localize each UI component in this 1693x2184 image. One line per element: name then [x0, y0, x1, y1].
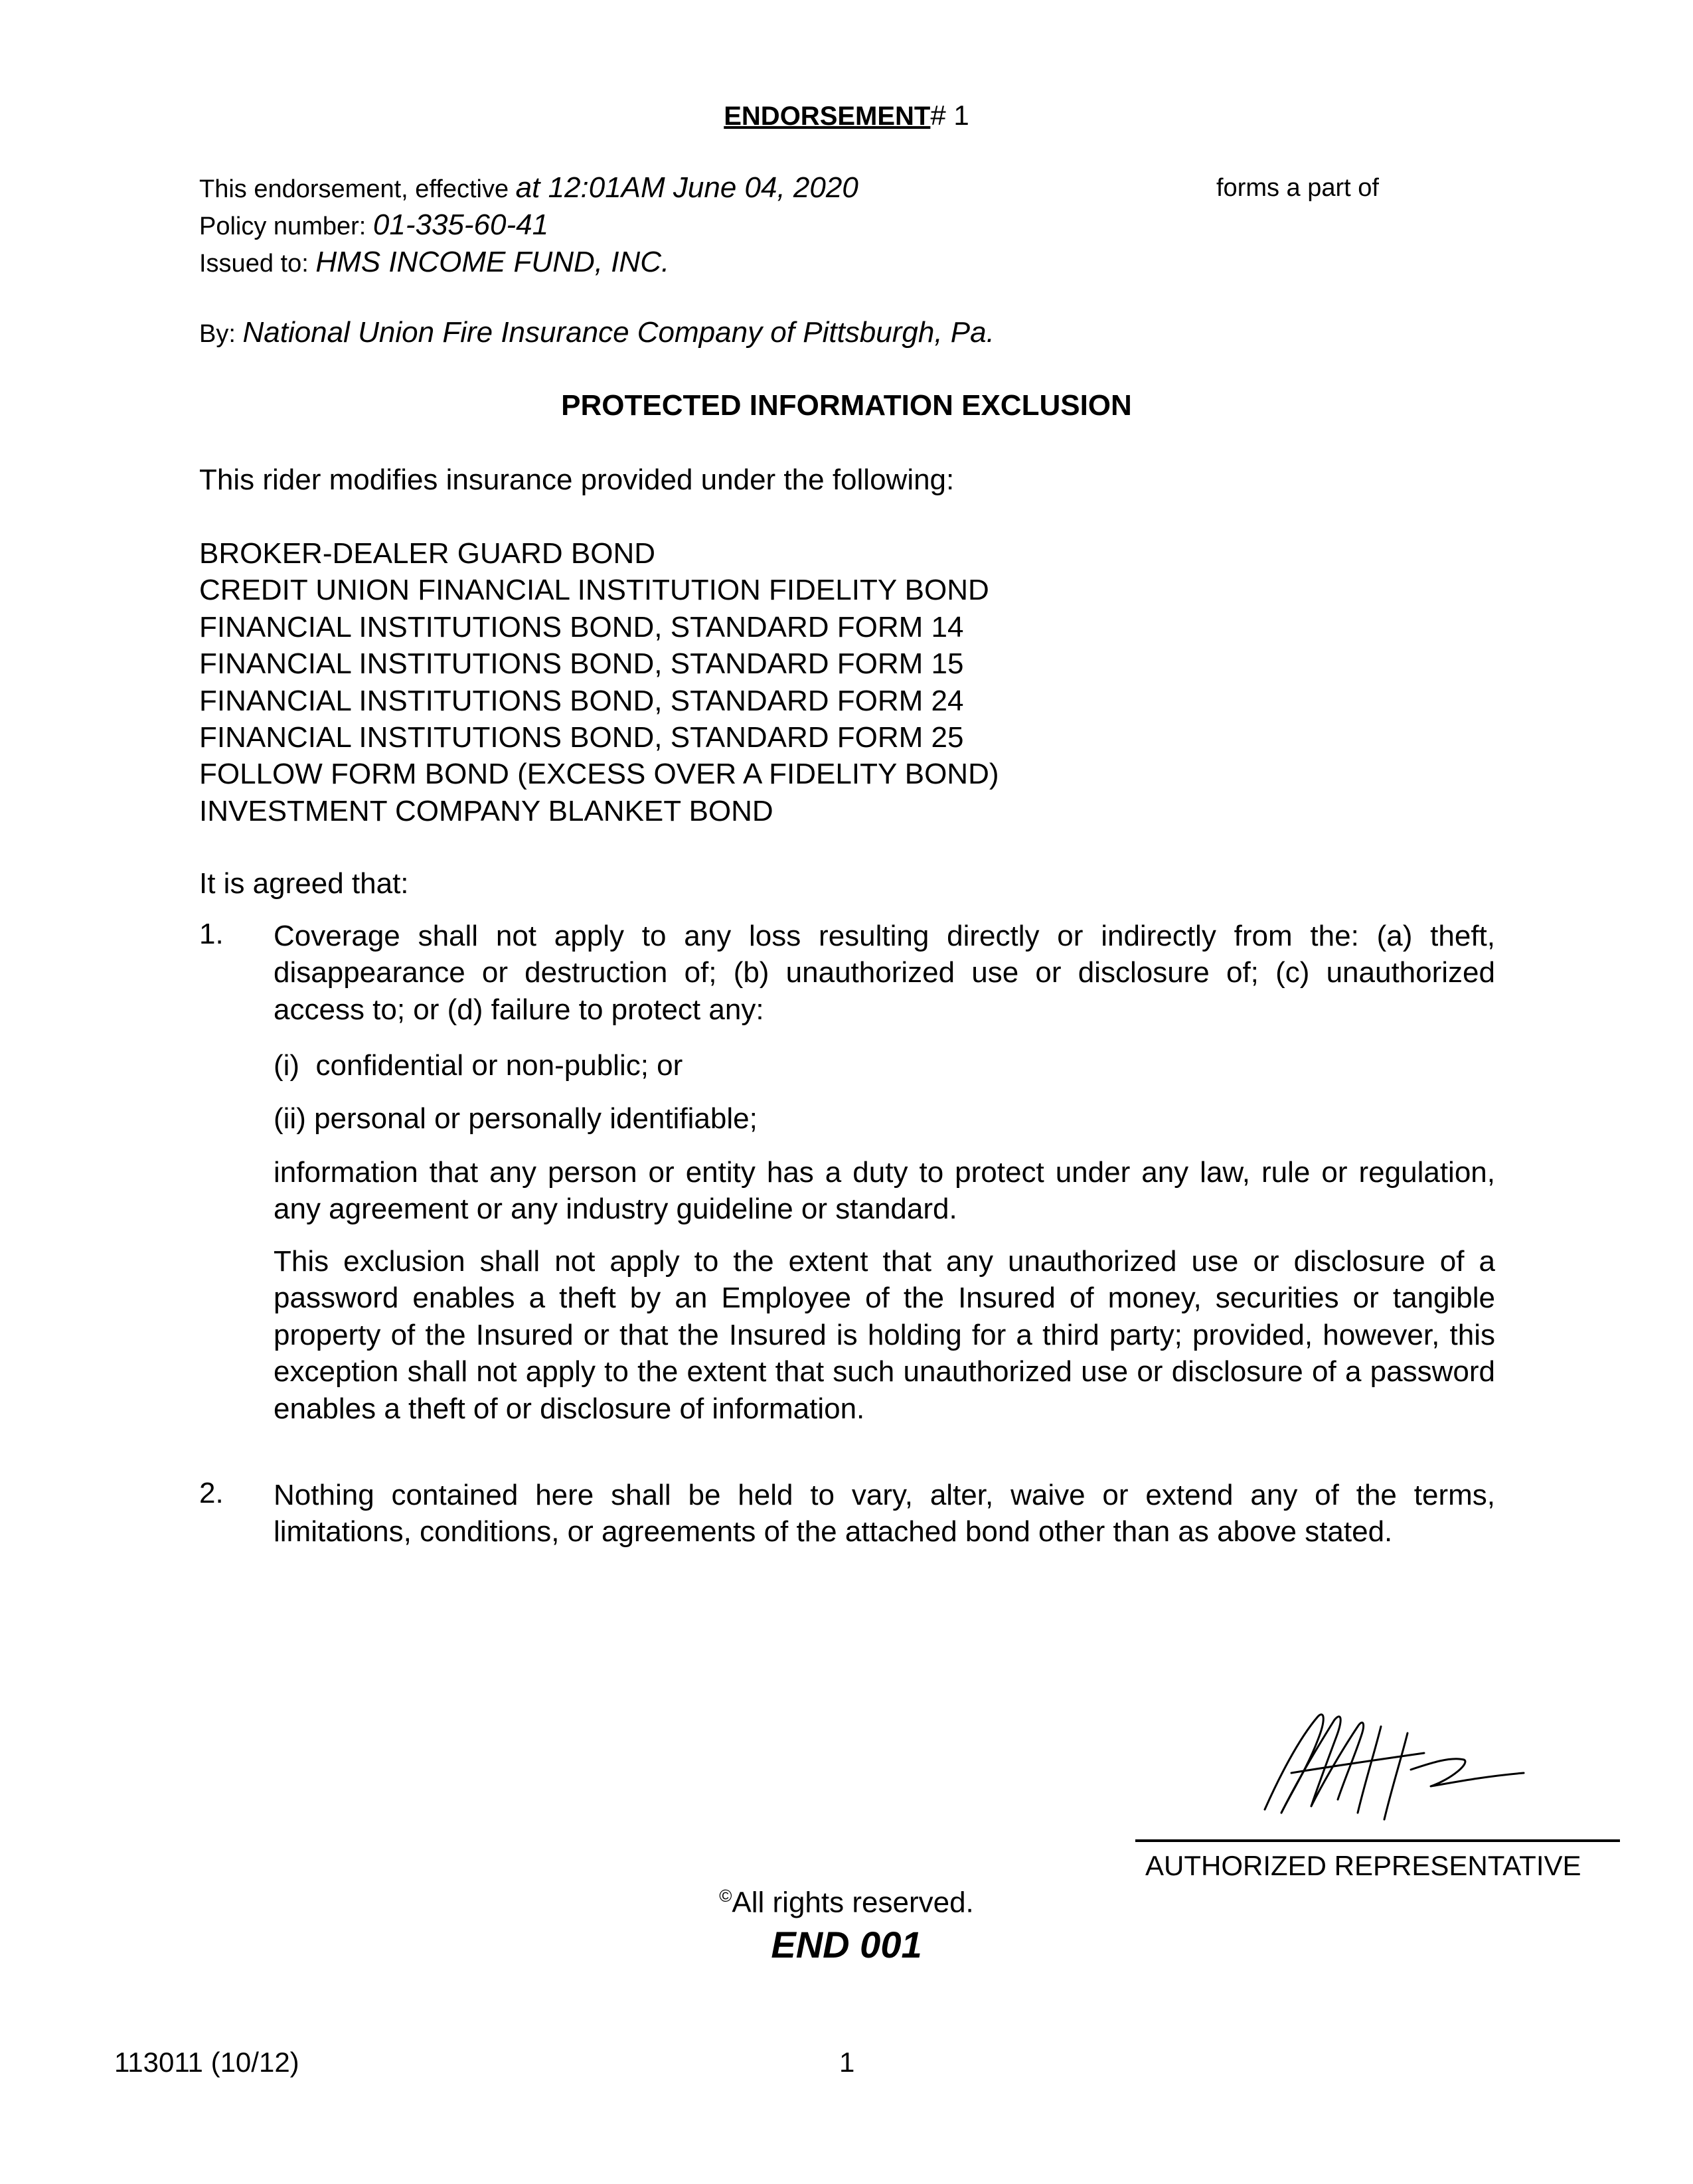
- clause-1-sub-item-i: (i) confidential or non-public; or: [274, 1049, 683, 1082]
- clause-1-sub-item-ii: (ii) personal or personally identifiable;: [274, 1102, 758, 1135]
- rights-reserved: [0, 1886, 1693, 1920]
- insurer-label: By:: [199, 320, 243, 348]
- clause-2-number: 2.: [199, 1477, 224, 1509]
- copyright-symbol: ©: [719, 1886, 732, 1906]
- bond-list-item: BROKER-DEALER GUARD BOND: [199, 537, 656, 570]
- clause-1-info-text: information that any person or entity has a duty to protect under any law, rule or regulation, any agreement or any industry guideline or standard.: [274, 1156, 1495, 1226]
- signature-image: [1251, 1700, 1530, 1833]
- insurer-line: [199, 316, 995, 349]
- bond-list-item: FOLLOW FORM BOND (EXCESS OVER A FIDELITY BOND): [199, 758, 999, 791]
- bond-list-item: FINANCIAL INSTITUTIONS BOND, STANDARD FORM 15: [199, 647, 964, 681]
- issued-to-label: Issued to:: [199, 250, 316, 278]
- clause-1-exception-text: This exclusion shall not apply to the extent that any unauthorized use or disclosure of a password enables a theft by an Employee of the Insured of money, securities or tangible property of the Insured or that the Insured is holding for a third party; provided, however, this exception shall not apply to the extent that such unauthorized use or disclosure of a password enables a theft of or disclosure of information.: [274, 1245, 1495, 1425]
- bond-list-item: FINANCIAL INSTITUTIONS BOND, STANDARD FORM 14: [199, 610, 964, 643]
- endorsement-heading: [0, 100, 1693, 131]
- policy-number-line: [199, 209, 548, 242]
- effective-line: [199, 171, 858, 205]
- endorsement-number: # 1: [930, 100, 969, 131]
- form-code: END 001: [771, 1924, 922, 1966]
- rider-intro: This rider modifies insurance provided under the following:: [199, 463, 955, 496]
- insurer-value: National Union Fire Insurance Company of Pittsburgh, Pa.: [242, 316, 995, 349]
- issued-to-line: [199, 246, 669, 279]
- agreed-intro: It is agreed that:: [199, 867, 409, 900]
- clause-1-number: 1.: [199, 918, 224, 950]
- effective-label: This endorsement, effective: [199, 175, 516, 203]
- bond-list-item: CREDIT UNION FINANCIAL INSTITUTION FIDELITY BOND: [199, 574, 989, 607]
- bond-list-item: FINANCIAL INSTITUTIONS BOND, STANDARD FORM 24: [199, 684, 964, 717]
- form-number: 113011 (10/12): [114, 2047, 299, 2078]
- rights-reserved-text: All rights reserved.: [732, 1886, 974, 1919]
- endorsement-label: ENDORSEMENT: [724, 102, 931, 131]
- issued-to-value: HMS INCOME FUND, INC.: [315, 246, 670, 278]
- clause-1-text: Coverage shall not apply to any loss resulting directly or indirectly from the: (a) theft, disappearance or destruction of; (b) unauthorized use or disclosure of; (c) unauthorized access to; or (d) failure to protect any:: [274, 920, 1495, 1026]
- clause-2-text: Nothing contained here shall be held to vary, alter, waive or extend any of the terms, limitations, conditions, or agreements of the attached bond other than as above stated.: [274, 1479, 1495, 1549]
- bond-list: [199, 535, 999, 829]
- exclusion-title: PROTECTED INFORMATION EXCLUSION: [561, 389, 1132, 422]
- bond-list-item: INVESTMENT COMPANY BLANKET BOND: [199, 794, 773, 827]
- signature-line: [1135, 1839, 1620, 1842]
- forms-part-of-label: forms a part of: [1216, 174, 1379, 202]
- authorized-representative-label: AUTHORIZED REPRESENTATIVE: [1145, 1850, 1581, 1881]
- bond-list-item: FINANCIAL INSTITUTIONS BOND, STANDARD FORM 25: [199, 721, 964, 754]
- policy-number-value: 01-335-60-41: [372, 209, 549, 241]
- effective-value: at 12:01AM June 04, 2020: [515, 171, 858, 204]
- page-number: 1: [839, 2047, 855, 2078]
- policy-number-label: Policy number:: [199, 212, 373, 240]
